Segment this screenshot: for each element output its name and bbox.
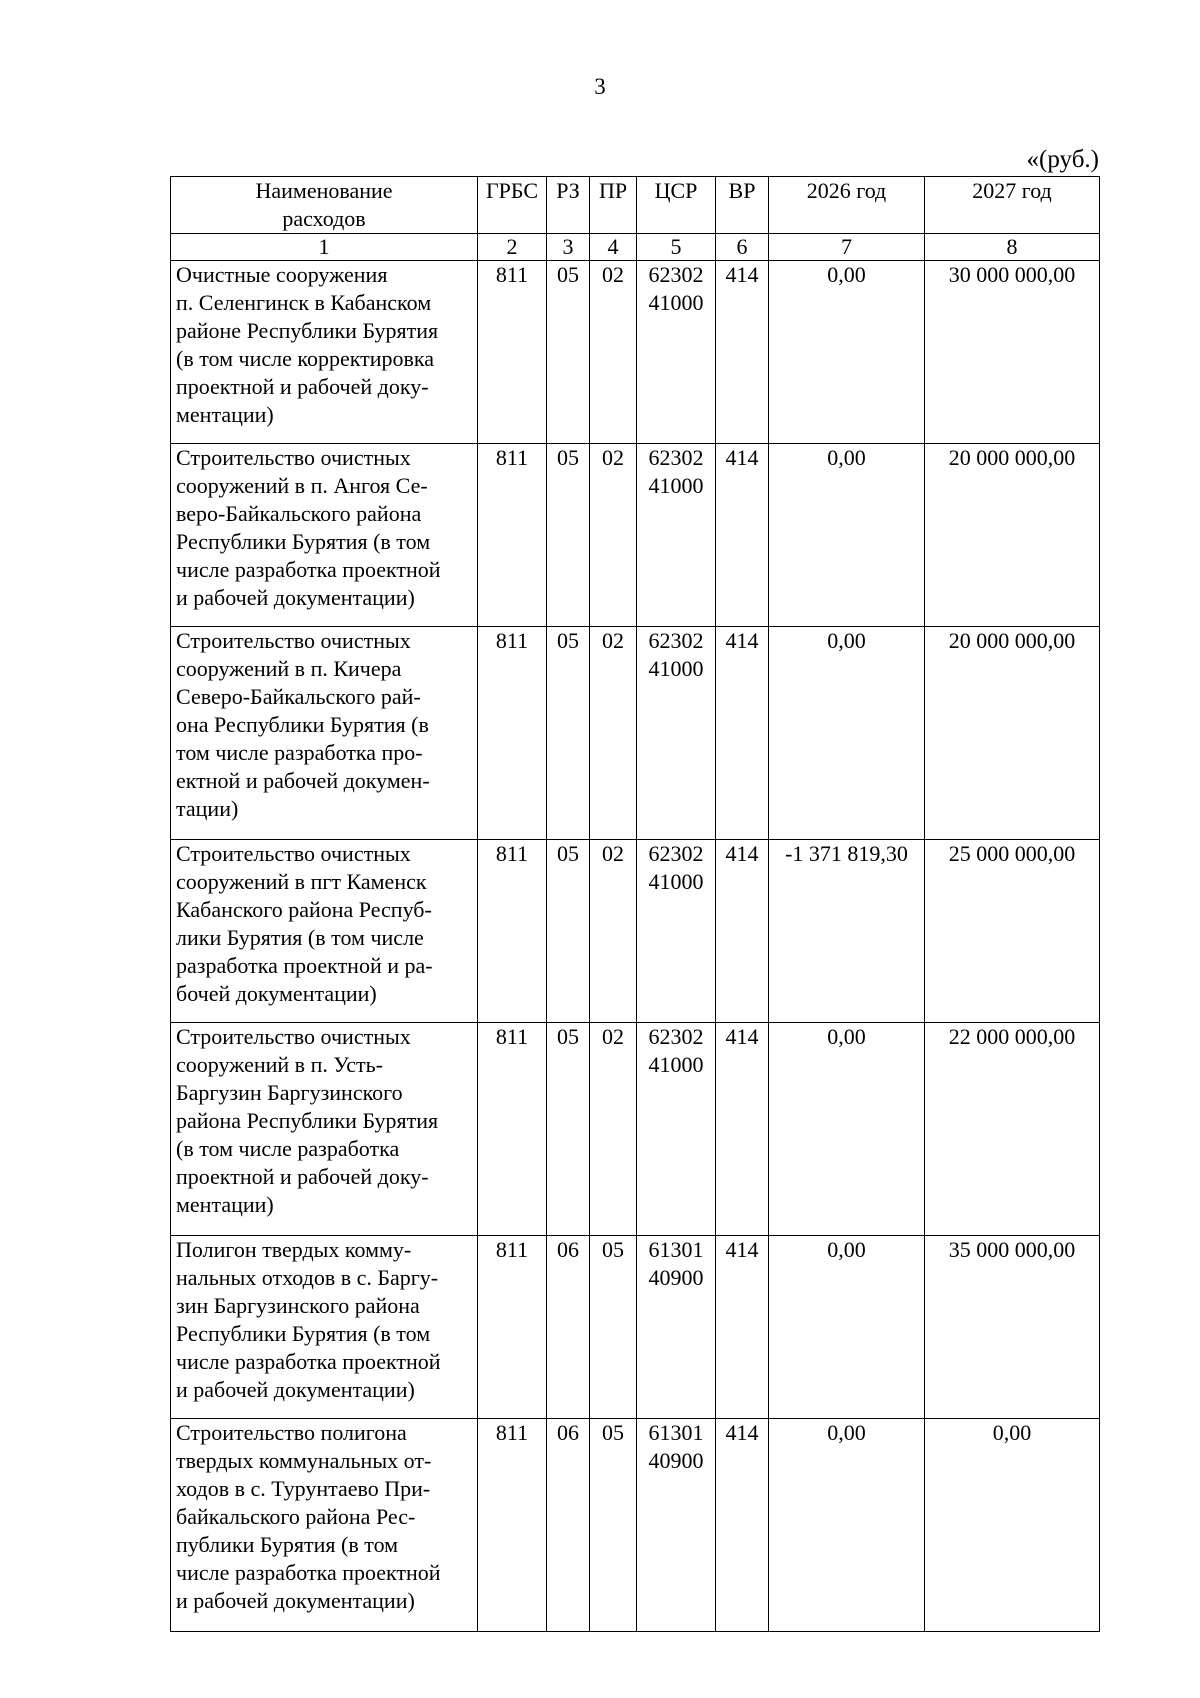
vr-cell: 414	[716, 1236, 769, 1419]
header-rz: РЗ	[547, 177, 590, 234]
csr-cell: 62302 41000	[637, 1023, 716, 1236]
amount-2027-cell: 30 000 000,00	[925, 261, 1100, 444]
table-row	[171, 1023, 1100, 1236]
amount-2026-cell: 0,00	[769, 1419, 925, 1632]
amount-2027-cell: 20 000 000,00	[925, 627, 1100, 840]
column-number: 2	[478, 234, 547, 261]
header-pr: ПР	[590, 177, 637, 234]
column-number: 5	[637, 234, 716, 261]
amount-2026-cell: 0,00	[769, 444, 925, 627]
amount-2027-cell: 20 000 000,00	[925, 444, 1100, 627]
grbs-cell: 811	[478, 840, 547, 1023]
grbs-cell: 811	[478, 444, 547, 627]
amount-2026-cell: 0,00	[769, 1236, 925, 1419]
rz-cell: 05	[547, 444, 590, 627]
header-name: Наименование расходов	[171, 177, 478, 234]
amount-2027-cell: 0,00	[925, 1419, 1100, 1632]
table-row	[171, 627, 1100, 840]
expense-name-cell	[171, 1023, 478, 1236]
table-row	[171, 261, 1100, 444]
rz-cell: 05	[547, 1023, 590, 1236]
rz-cell: 05	[547, 627, 590, 840]
expense-name-cell	[171, 444, 478, 627]
expense-name-text: Строительство полигона твердых коммунальных от- ходов в с. Турунтаево При- байкальского района Рес- публики Бурятия (в том числе разработка проектной и рабочей документации)	[176, 1420, 441, 1613]
amount-2026-cell: 0,00	[769, 261, 925, 444]
grbs-cell: 811	[478, 1236, 547, 1419]
pr-cell: 05	[590, 1419, 637, 1632]
column-number: 1	[171, 234, 478, 261]
csr-cell: 61301 40900	[637, 1236, 716, 1419]
rz-cell: 06	[547, 1419, 590, 1632]
pr-cell: 05	[590, 1236, 637, 1419]
expense-name-cell	[171, 840, 478, 1023]
grbs-cell: 811	[478, 1419, 547, 1632]
csr-cell: 62302 41000	[637, 444, 716, 627]
expense-name-cell	[171, 627, 478, 840]
amount-2027-cell: 25 000 000,00	[925, 840, 1100, 1023]
table-row	[171, 840, 1100, 1023]
expense-name-cell	[171, 261, 478, 444]
pr-cell: 02	[590, 1023, 637, 1236]
vr-cell: 414	[716, 1419, 769, 1632]
expense-name-cell	[171, 1419, 478, 1632]
csr-cell: 62302 41000	[637, 627, 716, 840]
amount-2026-cell: -1 371 819,30	[769, 840, 925, 1023]
header-csr: ЦСР	[637, 177, 716, 234]
grbs-cell: 811	[478, 627, 547, 840]
expense-name-text: Строительство очистных сооружений в п. Кичера Северо-Байкальского рай- она Республики Бурятия (в том числе разработка про- ектной и рабочей докумен- тации)	[176, 628, 430, 821]
header-grbs: ГРБС	[478, 177, 547, 234]
csr-cell: 62302 41000	[637, 261, 716, 444]
pr-cell: 02	[590, 261, 637, 444]
header-2026: 2026 год	[769, 177, 925, 234]
grbs-cell: 811	[478, 1023, 547, 1236]
csr-cell: 61301 40900	[637, 1419, 716, 1632]
pr-cell: 02	[590, 444, 637, 627]
page-number: 3	[594, 74, 606, 99]
header-vr: ВР	[716, 177, 769, 234]
pr-cell: 02	[590, 840, 637, 1023]
vr-cell: 414	[716, 627, 769, 840]
header-row	[171, 177, 1100, 234]
column-number: 4	[590, 234, 637, 261]
rz-cell: 05	[547, 261, 590, 444]
amount-2027-cell: 22 000 000,00	[925, 1023, 1100, 1236]
vr-cell: 414	[716, 444, 769, 627]
expense-name-text: Строительство очистных сооружений в п. Ангоя Се- веро-Байкальского района Республики Бурятия (в том числе разработка проектной и рабочей документации)	[176, 445, 441, 610]
amount-2026-cell: 0,00	[769, 1023, 925, 1236]
budget-table	[170, 176, 1100, 1632]
table-row	[171, 1236, 1100, 1419]
table-row	[171, 444, 1100, 627]
column-number: 3	[547, 234, 590, 261]
header-2027: 2027 год	[925, 177, 1100, 234]
expense-name-cell	[171, 1236, 478, 1419]
column-number: 8	[925, 234, 1100, 261]
unit-note: «(руб.)	[1026, 146, 1099, 173]
expense-name-text: Строительство очистных сооружений в пгт Каменск Кабанского района Респуб- лики Бурятия (в том числе разработка проектной и ра- бочей документации)	[176, 841, 433, 1006]
grbs-cell: 811	[478, 261, 547, 444]
expense-name-text: Очистные сооружения п. Селенгинск в Кабанском районе Республики Бурятия (в том числе корректировка проектной и рабочей доку- ментации)	[176, 262, 439, 427]
amount-2026-cell: 0,00	[769, 627, 925, 840]
column-number: 6	[716, 234, 769, 261]
expense-name-text: Строительство очистных сооружений в п. Усть- Баргузин Баргузинского района Республики Бурятия (в том числе разработка проектной и рабочей доку- ментации)	[176, 1024, 439, 1217]
vr-cell: 414	[716, 261, 769, 444]
pr-cell: 02	[590, 627, 637, 840]
column-number-row	[171, 234, 1100, 261]
csr-cell: 62302 41000	[637, 840, 716, 1023]
table-row	[171, 1419, 1100, 1632]
vr-cell: 414	[716, 840, 769, 1023]
vr-cell: 414	[716, 1023, 769, 1236]
amount-2027-cell: 35 000 000,00	[925, 1236, 1100, 1419]
expense-name-text: Полигон твердых комму- нальных отходов в с. Баргу- зин Баргузинского района Республики Бурятия (в том числе разработка проектной и рабочей документации)	[176, 1237, 441, 1402]
rz-cell: 05	[547, 840, 590, 1023]
column-number: 7	[769, 234, 925, 261]
rz-cell: 06	[547, 1236, 590, 1419]
